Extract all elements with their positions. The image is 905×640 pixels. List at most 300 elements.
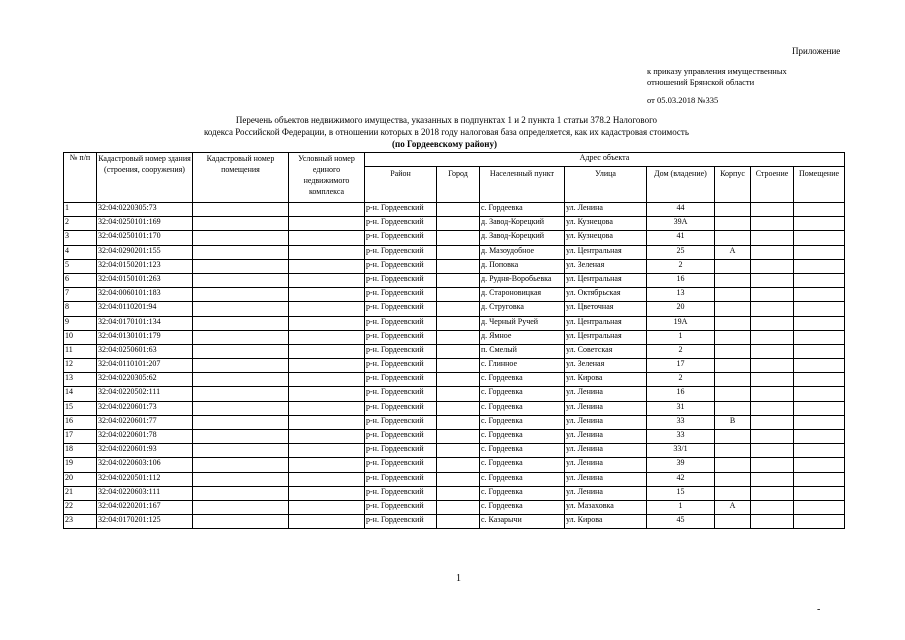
cell-num: 8 (64, 302, 97, 316)
cell-city (437, 302, 480, 316)
cell-building-cadastral: 32:04:0060101:183 (97, 288, 193, 302)
cell-house: 44 (647, 203, 715, 217)
table-row (64, 359, 845, 373)
cell-room (794, 259, 845, 273)
cell-city (437, 458, 480, 472)
cell-city (437, 472, 480, 486)
cell-city (437, 401, 480, 415)
cell-street: ул. Зеленая (565, 259, 647, 273)
cell-conditional-number (289, 500, 365, 514)
cell-stroenie (751, 231, 794, 245)
header-building-cadastral: Кадастровый номер здания (строения, сооружения) (97, 153, 193, 203)
cell-district: р-н. Гордеевский (365, 359, 437, 373)
corner-mark: - (817, 604, 821, 615)
cell-stroenie (751, 316, 794, 330)
table-row (64, 515, 845, 529)
cell-conditional-number (289, 387, 365, 401)
cell-district: р-н. Гордеевский (365, 344, 437, 358)
cell-num: 17 (64, 430, 97, 444)
cell-district: р-н. Гордеевский (365, 316, 437, 330)
cell-room-cadastral (193, 259, 289, 273)
cell-conditional-number (289, 259, 365, 273)
cell-korpus (715, 330, 751, 344)
objects-table (63, 152, 845, 529)
cell-building-cadastral: 32:04:0220501:112 (97, 472, 193, 486)
cell-conditional-number (289, 415, 365, 429)
table-row (64, 401, 845, 415)
cell-district: р-н. Гордеевский (365, 373, 437, 387)
cell-room-cadastral (193, 458, 289, 472)
cell-locality: с. Гордеевка (480, 500, 565, 514)
cell-room (794, 444, 845, 458)
cell-room-cadastral (193, 430, 289, 444)
cell-district: р-н. Гордеевский (365, 203, 437, 217)
cell-city (437, 387, 480, 401)
cell-korpus (715, 472, 751, 486)
table-row (64, 288, 845, 302)
cell-room (794, 515, 845, 529)
cell-korpus (715, 217, 751, 231)
cell-room (794, 288, 845, 302)
cell-street: ул. Центральная (565, 316, 647, 330)
cell-city (437, 330, 480, 344)
table-row (64, 344, 845, 358)
cell-num: 6 (64, 273, 97, 287)
cell-korpus (715, 302, 751, 316)
header-korpus: Корпус (715, 167, 751, 203)
cell-city (437, 515, 480, 529)
cell-building-cadastral: 32:04:0110201:94 (97, 302, 193, 316)
cell-korpus (715, 486, 751, 500)
cell-room (794, 231, 845, 245)
cell-stroenie (751, 444, 794, 458)
table-row (64, 330, 845, 344)
cell-district: р-н. Гордеевский (365, 415, 437, 429)
cell-conditional-number (289, 444, 365, 458)
cell-korpus: В (715, 415, 751, 429)
cell-num: 1 (64, 203, 97, 217)
cell-room-cadastral (193, 486, 289, 500)
cell-building-cadastral: 32:04:0220601:78 (97, 430, 193, 444)
cell-district: р-н. Гордеевский (365, 330, 437, 344)
cell-room (794, 344, 845, 358)
cell-city (437, 344, 480, 358)
cell-house: 19А (647, 316, 715, 330)
cell-stroenie (751, 259, 794, 273)
cell-district: р-н. Гордеевский (365, 217, 437, 231)
cell-street: ул. Ленина (565, 415, 647, 429)
cell-korpus (715, 203, 751, 217)
cell-street: ул. Центральная (565, 330, 647, 344)
objects-table-body (64, 203, 845, 529)
cell-conditional-number (289, 316, 365, 330)
cell-building-cadastral: 32:04:0220603:111 (97, 486, 193, 500)
table-row (64, 444, 845, 458)
cell-house: 13 (647, 288, 715, 302)
cell-num: 16 (64, 415, 97, 429)
table-row (64, 231, 845, 245)
cell-num: 7 (64, 288, 97, 302)
cell-building-cadastral: 32:04:0250101:169 (97, 217, 193, 231)
cell-room-cadastral (193, 302, 289, 316)
cell-korpus (715, 288, 751, 302)
cell-locality: с. Глинное (480, 359, 565, 373)
cell-num: 5 (64, 259, 97, 273)
cell-korpus (715, 430, 751, 444)
cell-stroenie (751, 359, 794, 373)
cell-house: 2 (647, 373, 715, 387)
cell-korpus (715, 401, 751, 415)
cell-stroenie (751, 401, 794, 415)
header-district: Район (365, 167, 437, 203)
cell-house: 31 (647, 401, 715, 415)
cell-district: р-н. Гордеевский (365, 472, 437, 486)
cell-room-cadastral (193, 415, 289, 429)
cell-room (794, 500, 845, 514)
cell-korpus (715, 458, 751, 472)
cell-locality: д. Струговка (480, 302, 565, 316)
cell-room (794, 273, 845, 287)
cell-korpus (715, 359, 751, 373)
cell-num: 11 (64, 344, 97, 358)
cell-city (437, 500, 480, 514)
cell-stroenie (751, 430, 794, 444)
cell-num: 19 (64, 458, 97, 472)
cell-building-cadastral: 32:04:0170201:125 (97, 515, 193, 529)
cell-num: 18 (64, 444, 97, 458)
cell-conditional-number (289, 273, 365, 287)
table-row (64, 203, 845, 217)
cell-korpus: А (715, 500, 751, 514)
cell-stroenie (751, 472, 794, 486)
cell-building-cadastral: 32:04:0220601:77 (97, 415, 193, 429)
cell-locality: с. Гордеевка (480, 373, 565, 387)
cell-street: ул. Октябрьская (565, 288, 647, 302)
cell-city (437, 430, 480, 444)
header-conditional-number: Условный номер единого недвижимого комплекса (289, 153, 365, 203)
cell-conditional-number (289, 302, 365, 316)
cell-room (794, 415, 845, 429)
cell-house: 41 (647, 231, 715, 245)
cell-room-cadastral (193, 203, 289, 217)
cell-street: ул. Кирова (565, 373, 647, 387)
cell-building-cadastral: 32:04:0170101:134 (97, 316, 193, 330)
header-address: Адрес объекта (365, 153, 845, 167)
header-num: № п/п (64, 153, 97, 203)
page-number: 1 (456, 573, 461, 584)
cell-stroenie (751, 486, 794, 500)
cell-room (794, 359, 845, 373)
appendix-line-3: от 05.03.2018 №335 (647, 95, 719, 105)
cell-room (794, 401, 845, 415)
cell-house: 33 (647, 415, 715, 429)
cell-korpus (715, 344, 751, 358)
cell-stroenie (751, 288, 794, 302)
cell-district: р-н. Гордеевский (365, 273, 437, 287)
cell-locality: с. Гордеевка (480, 401, 565, 415)
cell-district: р-н. Гордеевский (365, 515, 437, 529)
cell-street: ул. Ленина (565, 387, 647, 401)
cell-conditional-number (289, 430, 365, 444)
cell-room-cadastral (193, 231, 289, 245)
cell-district: р-н. Гордеевский (365, 259, 437, 273)
cell-stroenie (751, 302, 794, 316)
cell-locality: п. Смелый (480, 344, 565, 358)
cell-district: р-н. Гордеевский (365, 458, 437, 472)
cell-locality: с. Гордеевка (480, 444, 565, 458)
cell-building-cadastral: 32:04:0110101:207 (97, 359, 193, 373)
table-row (64, 458, 845, 472)
cell-conditional-number (289, 515, 365, 529)
cell-house: 2 (647, 259, 715, 273)
cell-locality: с. Гордеевка (480, 472, 565, 486)
cell-building-cadastral: 32:04:0150101:263 (97, 273, 193, 287)
cell-korpus (715, 373, 751, 387)
cell-house: 42 (647, 472, 715, 486)
cell-house: 33/1 (647, 444, 715, 458)
cell-street: ул. Ленина (565, 401, 647, 415)
cell-korpus (715, 387, 751, 401)
header-street: Улица (565, 167, 647, 203)
cell-room-cadastral (193, 472, 289, 486)
cell-city (437, 373, 480, 387)
cell-locality: д. Поповка (480, 259, 565, 273)
header-room: Помещение (794, 167, 845, 203)
cell-conditional-number (289, 288, 365, 302)
cell-conditional-number (289, 330, 365, 344)
header-city: Город (437, 167, 480, 203)
cell-city (437, 444, 480, 458)
table-row (64, 430, 845, 444)
cell-district: р-н. Гордеевский (365, 500, 437, 514)
cell-num: 14 (64, 387, 97, 401)
cell-num: 13 (64, 373, 97, 387)
cell-street: ул. Ленина (565, 486, 647, 500)
cell-room (794, 472, 845, 486)
cell-room-cadastral (193, 515, 289, 529)
table-row (64, 373, 845, 387)
cell-locality: с. Гордеевка (480, 415, 565, 429)
cell-building-cadastral: 32:04:0220601:73 (97, 401, 193, 415)
cell-stroenie (751, 415, 794, 429)
cell-korpus (715, 316, 751, 330)
cell-building-cadastral: 32:04:0290201:155 (97, 245, 193, 259)
cell-house: 39А (647, 217, 715, 231)
cell-house: 45 (647, 515, 715, 529)
cell-room (794, 486, 845, 500)
table-row (64, 217, 845, 231)
cell-stroenie (751, 344, 794, 358)
cell-district: р-н. Гордеевский (365, 288, 437, 302)
cell-room (794, 302, 845, 316)
cell-building-cadastral: 32:04:0220502:111 (97, 387, 193, 401)
cell-locality: д. Мазоудобное (480, 245, 565, 259)
cell-room-cadastral (193, 500, 289, 514)
cell-building-cadastral: 32:04:0250601:63 (97, 344, 193, 358)
cell-building-cadastral: 32:04:0220601:93 (97, 444, 193, 458)
header-house: Дом (владение) (647, 167, 715, 203)
cell-street: ул. Ленина (565, 430, 647, 444)
cell-locality: д. Черный Ручей (480, 316, 565, 330)
cell-city (437, 415, 480, 429)
cell-conditional-number (289, 401, 365, 415)
cell-room-cadastral (193, 217, 289, 231)
cell-city (437, 359, 480, 373)
cell-num: 21 (64, 486, 97, 500)
cell-house: 39 (647, 458, 715, 472)
cell-locality: д. Завод-Корецкий (480, 231, 565, 245)
cell-num: 2 (64, 217, 97, 231)
cell-locality: с. Казарычи (480, 515, 565, 529)
cell-room-cadastral (193, 316, 289, 330)
table-row (64, 415, 845, 429)
cell-building-cadastral: 32:04:0250101:170 (97, 231, 193, 245)
cell-room-cadastral (193, 359, 289, 373)
cell-street: ул. Центральная (565, 245, 647, 259)
cell-num: 3 (64, 231, 97, 245)
cell-room-cadastral (193, 401, 289, 415)
cell-room-cadastral (193, 373, 289, 387)
cell-city (437, 273, 480, 287)
cell-district: р-н. Гордеевский (365, 430, 437, 444)
cell-city (437, 316, 480, 330)
cell-room (794, 316, 845, 330)
cell-num: 4 (64, 245, 97, 259)
table-row (64, 500, 845, 514)
cell-stroenie (751, 500, 794, 514)
cell-stroenie (751, 330, 794, 344)
cell-stroenie (751, 273, 794, 287)
cell-street: ул. Кирова (565, 515, 647, 529)
cell-building-cadastral: 32:04:0220603:106 (97, 458, 193, 472)
cell-room-cadastral (193, 288, 289, 302)
cell-num: 20 (64, 472, 97, 486)
cell-room-cadastral (193, 273, 289, 287)
cell-room-cadastral (193, 444, 289, 458)
cell-house: 17 (647, 359, 715, 373)
cell-street: ул. Ленина (565, 444, 647, 458)
header-locality: Населенный пункт (480, 167, 565, 203)
cell-korpus (715, 259, 751, 273)
cell-house: 33 (647, 430, 715, 444)
cell-city (437, 288, 480, 302)
cell-korpus (715, 444, 751, 458)
cell-locality: с. Гордеевка (480, 387, 565, 401)
table-row (64, 316, 845, 330)
table-row (64, 387, 845, 401)
cell-house: 1 (647, 500, 715, 514)
cell-stroenie (751, 203, 794, 217)
cell-room-cadastral (193, 344, 289, 358)
cell-conditional-number (289, 472, 365, 486)
cell-street: ул. Ленина (565, 458, 647, 472)
cell-conditional-number (289, 217, 365, 231)
cell-city (437, 259, 480, 273)
cell-conditional-number (289, 373, 365, 387)
cell-locality: д. Завод-Корецкий (480, 217, 565, 231)
cell-stroenie (751, 217, 794, 231)
cell-house: 15 (647, 486, 715, 500)
cell-korpus (715, 231, 751, 245)
cell-district: р-н. Гордеевский (365, 486, 437, 500)
cell-locality: д. Рудня-Воробьевка (480, 273, 565, 287)
cell-street: ул. Мазаховка (565, 500, 647, 514)
cell-building-cadastral: 32:04:0150201:123 (97, 259, 193, 273)
cell-street: ул. Ленина (565, 203, 647, 217)
cell-korpus (715, 515, 751, 529)
cell-room-cadastral (193, 245, 289, 259)
cell-locality: д. Староновицкая (480, 288, 565, 302)
cell-room (794, 458, 845, 472)
cell-conditional-number (289, 203, 365, 217)
cell-city (437, 486, 480, 500)
cell-street: ул. Кузнецова (565, 217, 647, 231)
cell-locality: с. Гордеевка (480, 458, 565, 472)
cell-korpus: А (715, 245, 751, 259)
cell-room (794, 373, 845, 387)
cell-room (794, 245, 845, 259)
cell-locality: с. Гордеевка (480, 430, 565, 444)
appendix-line-2: отношений Брянской области (647, 77, 755, 87)
cell-num: 15 (64, 401, 97, 415)
cell-num: 10 (64, 330, 97, 344)
cell-building-cadastral: 32:04:0130101:179 (97, 330, 193, 344)
cell-street: ул. Цветочная (565, 302, 647, 316)
cell-num: 9 (64, 316, 97, 330)
cell-district: р-н. Гордеевский (365, 302, 437, 316)
cell-house: 16 (647, 273, 715, 287)
cell-num: 23 (64, 515, 97, 529)
cell-num: 22 (64, 500, 97, 514)
cell-house: 2 (647, 344, 715, 358)
cell-city (437, 217, 480, 231)
cell-city (437, 231, 480, 245)
cell-house: 20 (647, 302, 715, 316)
cell-street: ул. Ленина (565, 472, 647, 486)
table-row (64, 245, 845, 259)
cell-room (794, 330, 845, 344)
cell-conditional-number (289, 359, 365, 373)
document-title-line-3: (по Гордеевскому району) (392, 139, 497, 149)
cell-room-cadastral (193, 330, 289, 344)
cell-street: ул. Зеленая (565, 359, 647, 373)
table-row (64, 486, 845, 500)
table-row (64, 259, 845, 273)
cell-street: ул. Советская (565, 344, 647, 358)
cell-room (794, 387, 845, 401)
appendix-title: Приложение (792, 46, 841, 56)
cell-district: р-н. Гордеевский (365, 387, 437, 401)
cell-house: 16 (647, 387, 715, 401)
cell-building-cadastral: 32:04:0220201:167 (97, 500, 193, 514)
cell-stroenie (751, 373, 794, 387)
cell-district: р-н. Гордеевский (365, 401, 437, 415)
cell-street: ул. Центральная (565, 273, 647, 287)
cell-locality: с. Гордеевка (480, 486, 565, 500)
table-row (64, 273, 845, 287)
cell-stroenie (751, 458, 794, 472)
table-row (64, 472, 845, 486)
cell-house: 1 (647, 330, 715, 344)
cell-conditional-number (289, 344, 365, 358)
cell-room (794, 430, 845, 444)
cell-conditional-number (289, 458, 365, 472)
cell-conditional-number (289, 486, 365, 500)
cell-locality: д. Ямное (480, 330, 565, 344)
header-stroenie: Строение (751, 167, 794, 203)
cell-conditional-number (289, 231, 365, 245)
cell-district: р-н. Гордеевский (365, 245, 437, 259)
